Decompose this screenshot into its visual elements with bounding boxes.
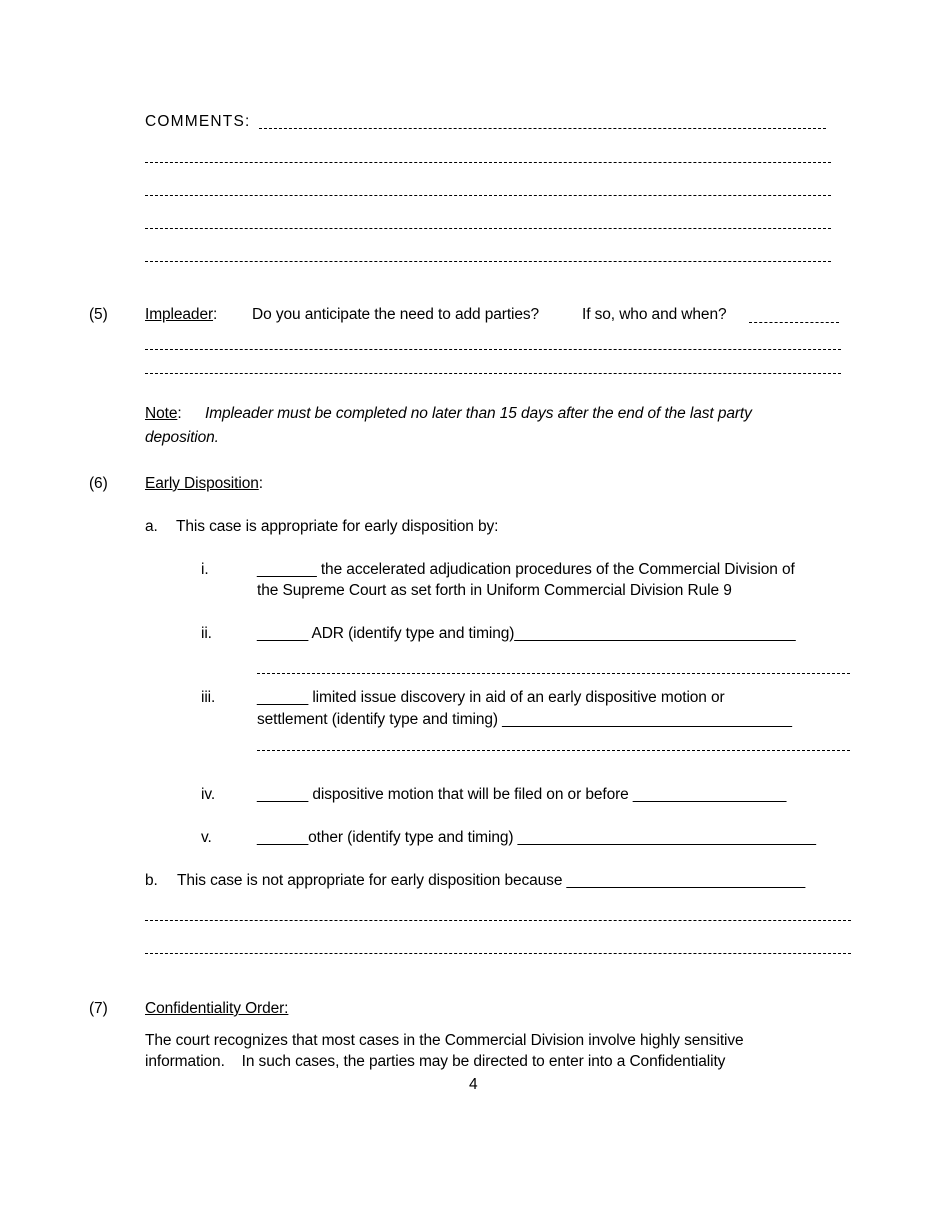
comments-label: COMMENTS: [145,113,251,130]
item-a-label: a. [145,518,158,535]
impleader-blank-line[interactable] [145,373,841,374]
impleader-note-text: Impleader must be completed no later than 15 days after the end of the last party [205,405,752,422]
list-item-number: ii. [201,625,212,642]
list-item-text: the Supreme Court as set forth in Uniform Commercial Division Rule 9 [257,582,732,599]
page-number: 4 [469,1076,478,1093]
comments-blank-line[interactable] [145,195,831,196]
confidentiality-heading: Confidentiality Order: [145,1000,289,1017]
adr-blank-line[interactable] [257,673,850,674]
item-b-blank-line[interactable] [145,920,851,921]
confidentiality-body: The court recognizes that most cases in the Commercial Division involve highly sensitive [145,1032,744,1049]
item-b-text: This case is not appropriate for early disposition because ____________________________ [177,872,806,889]
list-item-text: ______ limited issue discovery in aid of an early dispositive motion or [257,689,725,706]
list-item-text: _______ the accelerated adjudication procedures of the Commercial Division of [257,561,795,578]
impleader-heading: Impleader: [145,306,218,323]
list-item-text: ______other (identify type and timing) ___________________________________ [257,829,816,846]
impleader-note-text-2: deposition. [145,429,219,446]
impleader-answer-blank[interactable] [749,322,839,323]
impleader-question: Do you anticipate the need to add parties? [252,306,540,323]
comments-blank-line[interactable] [145,162,831,163]
item-b-blank-line[interactable] [145,953,851,954]
section-number: (7) [89,1000,108,1017]
item-a-text: This case is appropriate for early disposition by: [176,518,499,535]
list-item-text: ______ ADR (identify type and timing)_________________________________ [257,625,796,642]
list-item-number: v. [201,829,212,846]
impleader-note: Note: [145,405,182,422]
early-disposition-heading: Early Disposition: [145,475,263,492]
discovery-blank-line[interactable] [257,750,850,751]
list-item-number: i. [201,561,209,578]
section-number: (5) [89,306,108,323]
impleader-question-2: If so, who and when? [582,306,727,323]
list-item-text: settlement (identify type and timing) __________________________________ [257,711,792,728]
list-item-text: ______ dispositive motion that will be filed on or before __________________ [257,786,787,803]
comments-blank-line[interactable] [145,228,831,229]
section-number: (6) [89,475,108,492]
comments-blank-line[interactable] [259,128,826,129]
list-item-number: iv. [201,786,216,803]
impleader-blank-line[interactable] [145,349,841,350]
confidentiality-body-2: information. In such cases, the parties may be directed to enter into a Confidentiality [145,1053,726,1070]
list-item-number: iii. [201,689,216,706]
comments-blank-line[interactable] [145,261,831,262]
item-b-label: b. [145,872,158,889]
